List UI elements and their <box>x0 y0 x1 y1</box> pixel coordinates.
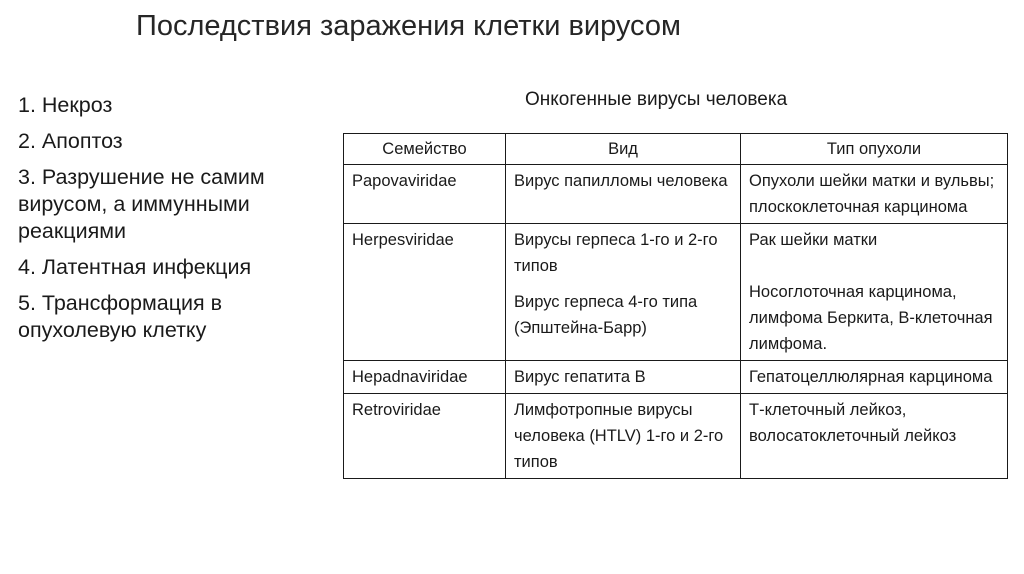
cell-family: Retroviridae <box>344 394 506 479</box>
header-tumor-type: Тип опухоли <box>741 134 1008 165</box>
cell-tumor <box>741 165 1008 224</box>
header-family: Семейство <box>344 134 506 165</box>
cell-tumor <box>741 361 1008 394</box>
cell-species <box>506 394 741 479</box>
table-row <box>344 224 1008 361</box>
cell-species <box>506 224 741 361</box>
species-text: Лимфотропные вирусы человека (HTLV) 1-го и 2-го типов <box>514 401 724 471</box>
table-header-row <box>344 134 1008 165</box>
species-text: Вирус папилломы человека <box>514 172 728 190</box>
oncogenic-viruses-table <box>343 133 1008 479</box>
tumor-text: Носоглоточная карцинома, лимфома Беркита, В-клеточная лимфома. <box>749 283 993 353</box>
tumor-text: Т-клеточный лейкоз, волосатоклеточный лейкоз <box>749 401 957 445</box>
list-item: 5. Трансформация в опухолевую клетку <box>18 291 223 342</box>
table-row <box>344 165 1008 224</box>
table-caption: Онкогенные вирусы человека <box>525 89 788 110</box>
list-item: 3. Разрушение не самим вирусом, а иммунными реакциями <box>18 165 265 243</box>
slide-title: Последствия заражения клетки вирусом <box>136 10 681 42</box>
cell-species <box>506 165 741 224</box>
species-text: Вирусы герпеса 1-го и 2-го типов <box>514 231 718 275</box>
tumor-text: Опухоли шейки матки и вульвы; плоскоклеточная карцинома <box>749 172 995 216</box>
tumor-text: Рак шейки матки <box>749 231 878 249</box>
list-item: 1. Некроз <box>18 93 113 117</box>
cell-family: Papovaviridae <box>344 165 506 224</box>
cell-tumor <box>741 394 1008 479</box>
header-species: Вид <box>506 134 741 165</box>
species-text: Вирус гепатита В <box>514 368 646 386</box>
consequences-list <box>18 92 318 353</box>
cell-family: Herpesviridae <box>344 224 506 361</box>
cell-family: Hepadnaviridae <box>344 361 506 394</box>
list-item: 4. Латентная инфекция <box>18 255 252 279</box>
cell-tumor <box>741 224 1008 361</box>
list-item: 2. Апоптоз <box>18 129 123 153</box>
cell-species <box>506 361 741 394</box>
table-row <box>344 361 1008 394</box>
species-text: Вирус герпеса 4-го типа (Эпштейна-Барр) <box>514 293 698 337</box>
tumor-text: Гепатоцеллюлярная карцинома <box>749 368 993 386</box>
table-row <box>344 394 1008 479</box>
